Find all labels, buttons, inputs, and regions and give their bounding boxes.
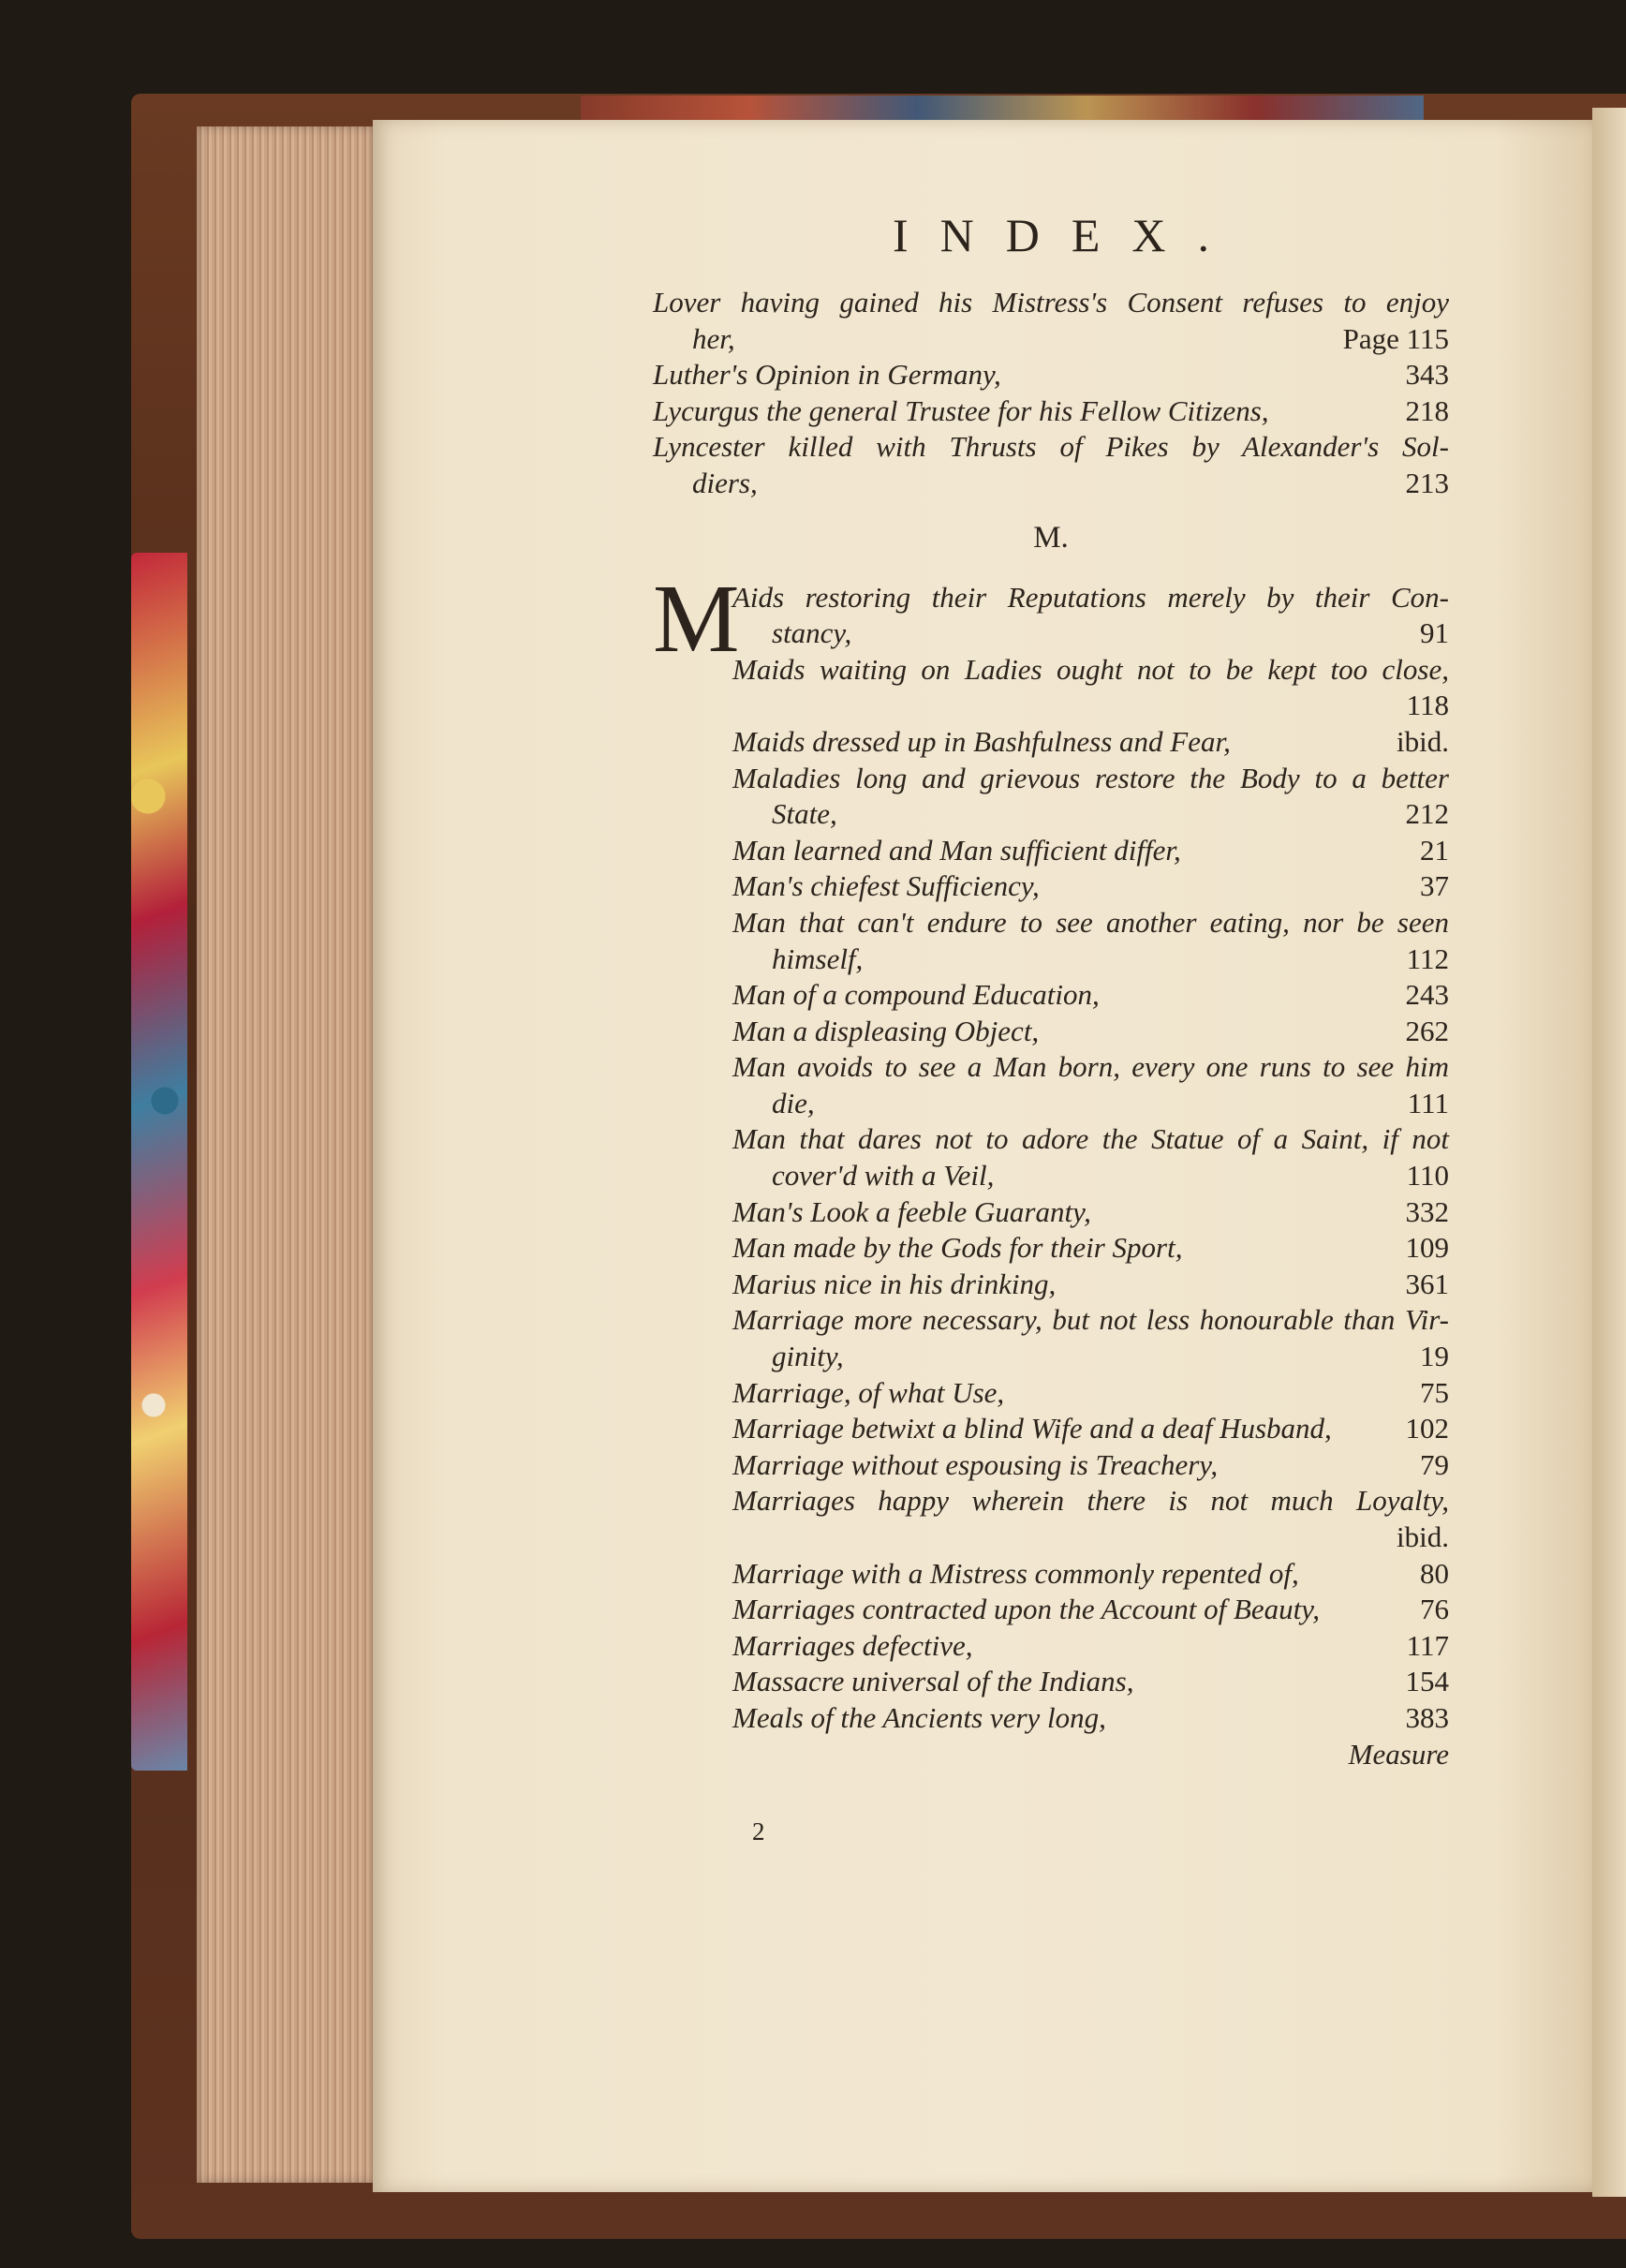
entry-page: 383: [1405, 1700, 1449, 1734]
entry-page: 117: [1406, 1628, 1449, 1662]
entry-text: Lover having gained his Mistress's Consent refuses to enjoy: [653, 286, 1449, 319]
entry-page: 109: [1405, 1231, 1449, 1265]
index-entry: [653, 580, 1449, 652]
entry-text: Maids waiting on Ladies ought not to be kept too close,: [732, 652, 1449, 686]
section-heading-m: M.: [1033, 520, 1069, 555]
entries-l: [653, 285, 1449, 502]
entry-page: 111: [1407, 1086, 1449, 1119]
index-entry: [653, 357, 1449, 393]
index-entry: [653, 905, 1449, 977]
index-text: [653, 208, 1449, 1772]
entry-page: 218: [1405, 393, 1449, 427]
entry-page: 361: [1405, 1267, 1449, 1300]
entry-text: Lyncester killed with Thrusts of Pikes by Alexander's Sol-: [653, 430, 1449, 464]
index-entry: [653, 1483, 1449, 1555]
index-entry: [653, 1664, 1449, 1700]
marbled-endpaper: [131, 553, 187, 1771]
entry-page: 243: [1405, 978, 1449, 1012]
entry-text: Man a displeasing Object,: [732, 1014, 1040, 1047]
entry-text: Man of a compound Education,: [732, 978, 1100, 1012]
entry-text: Luther's Opinion in Germany,: [653, 358, 1001, 392]
index-entry: [653, 1049, 1449, 1121]
entry-page: Page 115: [1342, 321, 1449, 355]
entry-page: 102: [1405, 1412, 1449, 1445]
page-header: INDEX.: [892, 209, 1242, 261]
entry-text: Massacre universal of the Indians,: [732, 1665, 1134, 1698]
entry-page: 76: [1420, 1593, 1449, 1626]
index-entry: [653, 652, 1449, 724]
index-entry: [653, 285, 1449, 357]
entry-text: Marriage betwixt a blind Wife and a deaf Husband,: [732, 1412, 1332, 1445]
index-entry: [653, 1267, 1449, 1303]
index-entry: [653, 1014, 1449, 1050]
entry-page: 79: [1420, 1447, 1449, 1481]
entry-page: 343: [1405, 358, 1449, 392]
entry-page: ibid.: [1397, 1520, 1449, 1553]
index-entry: [653, 1700, 1449, 1737]
index-entry: [653, 1411, 1449, 1447]
index-entry: [653, 429, 1449, 501]
entry-page: 262: [1405, 1014, 1449, 1047]
index-entry: [653, 868, 1449, 905]
entry-text: Marriage, of what Use,: [732, 1375, 1005, 1409]
entry-continuation: stancy,: [772, 616, 852, 650]
entry-continuation: himself,: [772, 941, 864, 975]
entry-page: 112: [1406, 941, 1449, 975]
entry-page: 80: [1420, 1556, 1449, 1590]
index-entry: [653, 1447, 1449, 1484]
entries-m: [653, 580, 1449, 1737]
entry-text: Man avoids to see a Man born, every one runs to see him: [732, 1050, 1449, 1084]
entry-text: Marriage without espousing is Treachery,: [732, 1447, 1219, 1481]
entry-page: 37: [1420, 869, 1449, 903]
index-entry: [653, 1302, 1449, 1374]
index-entry: [653, 761, 1449, 833]
entry-page: 19: [1420, 1340, 1449, 1373]
index-entry: [653, 1592, 1449, 1628]
section-m-body: [653, 564, 1449, 1737]
entry-page: 212: [1405, 797, 1449, 831]
index-entry: [653, 833, 1449, 869]
entry-continuation: diers,: [692, 466, 758, 499]
entry-continuation: her,: [692, 321, 735, 355]
entry-text: Meals of the Ancients very long,: [732, 1700, 1106, 1734]
catchword: Measure: [1348, 1737, 1449, 1771]
index-entry: [653, 393, 1449, 430]
marbled-endpaper-top: [581, 96, 1424, 122]
entry-page: 91: [1420, 616, 1449, 650]
index-entry: [653, 1556, 1449, 1593]
drop-cap: M: [653, 564, 740, 673]
entry-text: Marius nice in his drinking,: [732, 1267, 1057, 1300]
entry-page: 154: [1405, 1665, 1449, 1698]
entry-text: Marriage more necessary, but not less honourable than Vir-: [732, 1303, 1449, 1337]
index-entry: [653, 1194, 1449, 1231]
entry-page: 75: [1420, 1375, 1449, 1409]
entry-text: Aids restoring their Reputations merely by their Con-: [732, 580, 1449, 614]
index-entry: [653, 1230, 1449, 1267]
entry-continuation: cover'd with a Veil,: [772, 1159, 995, 1193]
index-entry: [653, 1375, 1449, 1412]
signature-mark: 2: [752, 1817, 765, 1846]
entry-text: Lycurgus the general Trustee for his Fellow Citizens,: [653, 393, 1269, 427]
entry-text: Maids dressed up in Bashfulness and Fear,: [732, 724, 1231, 758]
entry-text: Marriages contracted upon the Account of Beauty,: [732, 1593, 1321, 1626]
entry-page: 118: [1406, 689, 1449, 722]
entry-text: Marriage with a Mistress commonly repented of,: [732, 1556, 1299, 1590]
entry-continuation: die,: [772, 1086, 815, 1119]
entry-text: Man learned and Man sufficient differ,: [732, 833, 1181, 867]
entry-page: 110: [1406, 1159, 1449, 1193]
entry-continuation: ginity,: [772, 1340, 844, 1373]
entry-page: ibid.: [1397, 724, 1449, 758]
facing-page-edge: [1592, 108, 1626, 2197]
entry-text: Man's chiefest Sufficiency,: [732, 869, 1040, 903]
entry-continuation: State,: [772, 797, 837, 831]
entry-text: Maladies long and grievous restore the Body to a better: [732, 761, 1449, 794]
entry-text: Man that can't endure to see another eating, nor be seen: [732, 905, 1449, 939]
index-entry: [653, 1121, 1449, 1193]
entry-text: Man's Look a feeble Guaranty,: [732, 1194, 1091, 1228]
entry-text: Man that dares not to adore the Statue of a Saint, if not: [732, 1122, 1449, 1156]
entry-text: Marriages defective,: [732, 1628, 973, 1662]
entry-text: Marriages happy wherein there is not much Loyalty,: [732, 1484, 1449, 1518]
index-entry: [653, 1628, 1449, 1665]
entry-text: Man made by the Gods for their Sport,: [732, 1231, 1183, 1265]
index-entry: [653, 724, 1449, 761]
entry-page: 21: [1420, 833, 1449, 867]
index-entry: [653, 977, 1449, 1014]
page-stack-edge: [197, 126, 375, 2183]
entry-page: 213: [1405, 466, 1449, 499]
entry-page: 332: [1405, 1194, 1449, 1228]
